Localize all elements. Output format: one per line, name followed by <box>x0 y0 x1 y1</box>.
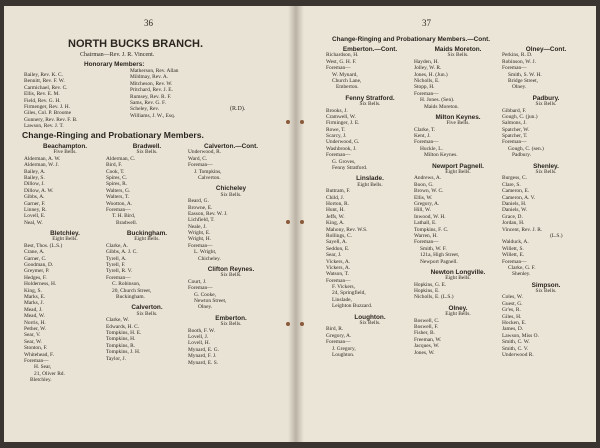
member-name: Gough, C. (jun.) <box>502 113 538 120</box>
member-name: Tompkins, H. E. <box>106 329 142 336</box>
member-name: Hayden, H. <box>414 58 439 65</box>
tower-heading: Maids Moreton. <box>434 46 482 53</box>
member-name: Bletchley. <box>30 377 52 384</box>
member-name: 21, Oliver Rd. <box>34 370 65 377</box>
tower-heading: Bradwell. <box>132 143 162 150</box>
member-name: Wright, H. <box>188 236 211 243</box>
bells-count: Six Bells. <box>447 52 469 59</box>
member-name: Greymer, P. <box>24 268 50 275</box>
member-name: Jacques, W. <box>414 343 440 350</box>
member-name: Booth, F. W. <box>188 327 215 334</box>
honorary-header: Honorary Members: <box>84 61 145 68</box>
member-name: Foreman— <box>414 239 439 246</box>
member-name: Cameron, A. V. <box>502 194 536 201</box>
member-name: Garner, C. <box>24 255 47 262</box>
member-name: Foreman— <box>502 258 527 265</box>
member-name: Foreman— <box>106 274 131 281</box>
member-name: Linslade, <box>332 296 352 303</box>
chairman-line: Chairman—Rev. J. R. Vincent. <box>80 52 155 58</box>
member-name: Nicholls, E. <box>414 77 440 84</box>
member-name: Foreman— <box>502 65 527 72</box>
member-name: Lawson, Miss O. <box>502 332 539 339</box>
member-name: Bird, R. <box>326 326 344 333</box>
right-page <box>296 6 596 442</box>
bells-count: Six Bells. <box>359 101 381 108</box>
member-name: Foreman— <box>502 139 527 146</box>
member-name: Tompkins, H. <box>106 336 136 343</box>
member-name: Dillow, A. W. <box>24 187 54 194</box>
member-name: Hedges, F. <box>24 274 47 281</box>
member-name: Williams, J. W., Esq. <box>130 112 176 119</box>
member-name: Ellis, W. <box>414 194 433 201</box>
member-name: Stonton, F. <box>24 345 48 352</box>
right-col1 <box>326 46 414 358</box>
member-name: Matherson, Rev. Allan <box>130 68 179 74</box>
member-name: Gregory, A. <box>326 332 352 339</box>
member-name: G. Groves, <box>332 158 356 165</box>
member-name: Rollings, C. <box>326 232 352 239</box>
member-name: Brown, W. C. <box>414 188 444 195</box>
member-name: Walduck, A. <box>502 239 529 246</box>
member-name: Field, Rev. G. H. <box>24 97 61 104</box>
member-name: Wright, E. <box>188 230 211 237</box>
tower-heading: Fenny Stratford. <box>345 94 395 102</box>
tower-heading: Bletchley. <box>50 230 80 238</box>
member-name: Daniels, H. <box>502 200 527 207</box>
member-name: Underwood, R. <box>188 149 222 156</box>
member-name: Kent, J. <box>414 133 431 140</box>
page-number-left: 36 <box>144 18 153 28</box>
member-name: Foreman— <box>188 242 213 249</box>
member-name: Neal, W. <box>24 219 43 226</box>
member-name: Jeffs, W. <box>326 213 345 220</box>
member-name: Lovell, J. <box>188 333 209 340</box>
member-name: Calverton. <box>198 174 221 181</box>
bells-count: Six Bells. <box>535 101 557 108</box>
member-name: Perkins, R. D. <box>502 52 533 59</box>
member-name: Foreman— <box>326 152 351 159</box>
member-name: Smith, C. V. <box>502 345 529 352</box>
member-name: Lovell, E. <box>24 213 46 220</box>
member-name: Buttram, F. <box>326 188 351 195</box>
member-name: Vickers, A. <box>326 264 351 271</box>
member-name: Loughton. <box>332 351 355 358</box>
member-name: Inwood, W. H. <box>414 213 446 220</box>
member-name: Church Lane, <box>332 77 362 84</box>
bells-count: Eight Bells. <box>445 275 471 282</box>
bells-count: Six Bells. <box>220 321 242 328</box>
member-name: Newport Pagnell. <box>420 258 458 265</box>
member-name: Fisher, B. <box>414 330 435 337</box>
member-name: Cameron, E. <box>502 188 530 195</box>
member-name: Edwards, H. C. <box>106 323 140 330</box>
member-name: Mynard, E. S. <box>188 359 219 366</box>
binding-hole <box>300 322 304 326</box>
honorary-col1 <box>24 72 77 130</box>
member-name: Cook, T. <box>106 168 125 175</box>
member-name: Fenny Stratford. <box>332 165 368 172</box>
member-name: Gibbs, A. J. C. <box>106 249 138 256</box>
tower-heading: Calverton.—Cont. <box>204 143 258 150</box>
member-name: H. Jones. (Sen). <box>420 97 455 104</box>
member-name: Foreman— <box>326 339 351 346</box>
member-name: Firminger, J. E. <box>326 120 360 127</box>
member-name: Warren, H. <box>414 232 438 239</box>
tower-heading: Emberton. <box>215 314 247 322</box>
member-name: Foreman— <box>188 162 213 169</box>
member-name: Underwood, G. <box>326 139 360 146</box>
tower-heading: Buckingham. <box>126 230 168 238</box>
member-name: Spires, R. <box>106 181 128 188</box>
member-name: Seddon, E. <box>326 245 350 252</box>
member-name: Richardson, H. <box>326 52 359 59</box>
member-name: Wootton, A. <box>106 200 133 207</box>
binding-hole <box>286 120 290 124</box>
member-name: Firmenger, Rev. J. H. <box>24 103 70 110</box>
tower-heading: Loughton. <box>354 313 386 321</box>
member-name: Bailey, S. <box>24 174 45 181</box>
member-name: Tyrell, A. <box>106 255 127 262</box>
member-name: Linney, R. <box>24 206 47 213</box>
honorary-col2 <box>130 68 178 119</box>
bells-count: Eight Bells. <box>52 236 78 243</box>
member-name: Mildmay, Rev. A. <box>130 74 169 81</box>
member-name: Lawson, Rev. J. T. <box>24 123 64 130</box>
member-name: Gibbard, F. <box>502 107 527 114</box>
member-name: Smith, W. F. <box>420 245 447 252</box>
bells-count: Five Bells. <box>446 120 470 127</box>
bells-count: Eight Bells. <box>445 311 471 318</box>
member-name: Leighton Buzzard. <box>332 303 373 310</box>
member-name: Scheley, Rev. <box>130 106 160 113</box>
member-name: Jordan, H. <box>502 220 525 227</box>
member-name: Newton Street, <box>194 297 227 304</box>
bells-count: Six Bells. <box>136 149 158 156</box>
tower-heading: Padbury. <box>532 94 560 102</box>
member-name: 20, Church Street, <box>112 287 152 294</box>
member-name: Alderman, C. <box>106 155 136 162</box>
member-name: Lathall, E. <box>414 220 437 227</box>
member-name: Foreman— <box>414 90 439 97</box>
page-number-right: 37 <box>422 18 431 28</box>
member-name: Foreman— <box>106 206 131 213</box>
member-name: Hopkins, G. E. <box>414 281 447 288</box>
member-name: Spatcher, T. <box>502 133 528 140</box>
member-name: Taylor, J. <box>106 355 126 362</box>
member-name: Foreman— <box>326 277 351 284</box>
member-name: Coles, W. <box>502 294 523 301</box>
member-name: Horton, R. <box>326 200 349 207</box>
member-name: Scarcy, J. <box>326 133 347 140</box>
member-name: Foreman— <box>414 139 439 146</box>
binding-hole <box>300 120 304 124</box>
member-name: Tyrell, F. <box>106 262 126 269</box>
member-name: James, D. <box>502 326 524 333</box>
member-name: Sams, Rev. G. F. <box>130 99 166 106</box>
member-name: Browne, E. <box>188 204 213 211</box>
member-name: Sear, J. <box>326 252 342 259</box>
member-name: Giles, H. <box>502 313 522 320</box>
member-name: Clarke, W. <box>106 317 129 324</box>
member-name: Willett, E. <box>502 252 525 259</box>
member-name: Mead, W. <box>24 313 45 320</box>
member-name: Andrews, A. <box>414 175 442 182</box>
binding-hole <box>300 220 304 224</box>
member-name: Gough, C. (sen.) <box>508 145 544 152</box>
member-name: Walters, G. <box>106 187 131 194</box>
member-name: Watson, T. <box>326 271 349 278</box>
member-name: Pether, W. <box>24 325 47 332</box>
tower-heading: Simpson. <box>531 281 561 289</box>
member-name: Norris, H. <box>24 319 46 326</box>
tower-heading: Clifton Reynes. <box>207 266 255 274</box>
member-name: Gr'es, R. <box>502 307 521 314</box>
member-name: Bridge Street, <box>508 77 538 84</box>
member-name: J. Gregory, <box>332 345 356 352</box>
member-name: Ward, C. <box>188 155 208 162</box>
member-name: Vincent, Rev. J. R. <box>502 226 543 233</box>
member-name: Freeman, W. <box>414 336 442 343</box>
member-name: Foreman— <box>326 65 351 72</box>
member-name: Clarke, G. F. <box>508 264 536 271</box>
bells-count: Six Bells. <box>220 272 242 279</box>
member-name: Mahony, Rev. W.S. <box>326 226 368 233</box>
member-name: Ellis, Rev. E. M. <box>24 91 60 98</box>
member-name: Smith, C. W. <box>502 339 530 346</box>
left-page <box>4 6 296 442</box>
member-name: Clarke, T. <box>414 126 436 133</box>
member-name: Rumsey, Rev. R. F. <box>130 93 172 100</box>
member-name: Mynard, E. G. <box>188 346 219 353</box>
member-name: Beard, G. <box>188 198 209 205</box>
member-name: Marks, J. <box>24 300 44 307</box>
member-name: Giles, Col. P. Broome <box>24 110 72 117</box>
bells-count: Six Bells. <box>535 288 557 295</box>
member-name: Nicholls, E. (L.S.) <box>414 294 454 301</box>
member-name: Sear, W. <box>24 338 42 345</box>
bells-count: Six Bells. <box>535 169 557 176</box>
member-name: Maids Moreton. <box>424 103 459 110</box>
member-name: Shenley. <box>512 271 531 278</box>
member-name: West, G. H. F. <box>326 58 357 65</box>
left-col2 <box>106 143 188 362</box>
member-name: Marks, E. <box>24 293 46 300</box>
tower-heading: Beachampton. <box>42 143 88 150</box>
member-name: Boswell, C. <box>414 317 440 324</box>
member-name: Gibbs, A. <box>24 194 45 201</box>
member-name: Clare, S. <box>502 181 521 188</box>
member-name: Rowe, T. <box>326 126 346 133</box>
member-name: Tyrell, R. V. <box>106 268 133 275</box>
section-title: Change-Ringing and Probationary Members. <box>22 130 204 140</box>
bells-count: Six Bells. <box>220 191 242 198</box>
member-name: F. Vickers, <box>332 284 355 291</box>
member-name: Stopp, H. <box>414 84 435 91</box>
book-gutter <box>288 6 304 442</box>
member-name: Salmons, J. <box>502 120 527 127</box>
member-name: Tompkins, R. <box>106 342 136 349</box>
member-name: Gunnery, Rev. Rev. F. B. <box>24 116 78 123</box>
tower-heading: Olney. <box>448 304 468 312</box>
member-name: Daniels, W. <box>502 207 528 214</box>
member-name: Tompkins, J. H. <box>106 349 141 356</box>
member-name: Bradwell. <box>116 219 138 226</box>
tower-heading: Olney—Cont. <box>525 46 567 53</box>
tower-heading: Chicheley <box>215 185 247 193</box>
member-name: Sayell, A. <box>326 239 348 246</box>
member-name: Lichfield, T. <box>188 217 215 224</box>
rd-note: (R.D). <box>230 106 246 112</box>
member-name: Jones, H. (Jun.) <box>414 71 448 78</box>
member-name: H. Sear, <box>34 364 52 371</box>
member-name: Best, Thos. (L.S.) <box>24 242 63 249</box>
member-name: Emberton. <box>336 84 359 91</box>
member-name: Brooks, J. <box>326 107 348 114</box>
member-name: Milton Keynes. <box>424 152 458 159</box>
member-name: Goodman, D. <box>24 262 54 269</box>
member-name: Buckingham. <box>116 293 145 300</box>
member-name: Washbrook, J. <box>326 145 357 152</box>
member-name: Child, J. <box>326 194 345 201</box>
member-name: 24, Springfield, <box>332 290 366 297</box>
binding-hole <box>286 322 290 326</box>
member-name: Tompkins, F. C. <box>414 226 449 233</box>
member-name: T. H. Bird, <box>112 213 136 220</box>
member-name: Carmichael, Rev. C. <box>24 84 68 91</box>
member-name: King, S. <box>24 287 42 294</box>
member-name: Spires, C. <box>106 174 128 181</box>
member-name: Vickers, A. <box>326 258 351 265</box>
tower-heading: Emberton.—Cont. <box>342 46 398 53</box>
member-name: King, A. <box>326 220 345 227</box>
member-name: W. Mynard, <box>332 71 358 78</box>
bells-count: Six Bells. <box>359 320 381 327</box>
member-name: Mynard, F. J. <box>188 353 217 360</box>
member-name: Hill, W. <box>414 207 431 214</box>
member-name: Cramwell, W. <box>326 113 356 120</box>
member-name: Guest, G. <box>502 300 523 307</box>
member-name: 121a, High Street, <box>420 252 460 259</box>
member-name: Garner, F. <box>24 200 46 207</box>
bells-count: Eight Bells. <box>357 181 383 188</box>
member-name: Burgess, C. <box>502 175 527 182</box>
member-name: Bennitt, Rev. F. W. <box>24 78 65 85</box>
bells-count: Five Bells. <box>53 149 77 156</box>
member-name: Whitehead, F. <box>24 351 54 358</box>
member-name: (L.S.) <box>550 232 563 239</box>
member-name: Holderness, H. <box>24 281 57 288</box>
member-name: Mitcheson, Rev. W. <box>130 80 173 87</box>
member-name: Dillow, J. <box>24 181 45 188</box>
member-name: Bailey, Rev. K. C. <box>24 72 63 78</box>
member-name: C. Robinson, <box>112 281 141 288</box>
tower-heading: Milton Keynes. <box>435 113 481 121</box>
member-name: Hocken, E. <box>502 320 527 327</box>
member-name: Lovell, H. <box>188 340 211 347</box>
bells-count: Eight Bells. <box>134 236 160 243</box>
tower-heading: Shenley. <box>533 162 559 170</box>
member-name: Hopkins, E. <box>414 288 440 295</box>
member-name: Smith, S. W. H. <box>508 71 542 78</box>
member-name: Pritchard, Rev. J. E. <box>130 87 173 94</box>
member-name: Grace, D. <box>502 213 523 220</box>
member-name: Gregory, A. <box>414 200 440 207</box>
member-name: Neale, J. <box>188 223 207 230</box>
left-col1 <box>24 143 106 383</box>
right-col2 <box>414 46 502 356</box>
continued-header: Change-Ringing and Probationary Members.—Cont. <box>332 36 490 43</box>
member-name: Crane, A. <box>24 249 45 256</box>
right-col3 <box>502 46 590 358</box>
member-name: Jolley, W. R. <box>414 65 442 72</box>
member-name: Court, J. <box>188 278 207 285</box>
member-name: Robinson, W. J. <box>502 58 536 65</box>
member-name: Chicheley. <box>198 255 221 262</box>
member-name: Willett, S. <box>502 245 524 252</box>
member-name: J. Tompkins, <box>194 168 222 175</box>
member-name: Foreman— <box>188 285 213 292</box>
member-name: Boon, G. <box>414 181 434 188</box>
member-name: Hunt, H. <box>326 207 345 214</box>
member-name: Underwood R. <box>502 351 534 358</box>
member-name: Bailey, A. <box>24 168 46 175</box>
binding-hole <box>286 220 290 224</box>
member-name: Mead, J. <box>24 306 43 313</box>
member-name: Easson, Rev. W. J. <box>188 210 228 217</box>
bells-count: Eight Bells. <box>445 169 471 176</box>
member-name: Jones, W. <box>414 349 435 356</box>
tower-heading: Linslade. <box>356 175 384 183</box>
member-name: Walters, T. <box>106 194 130 201</box>
member-name: Alderman, A. W. <box>24 155 61 162</box>
member-name: Boswell, F. <box>414 324 439 331</box>
bells-count: Six Bells. <box>136 310 158 317</box>
member-name: Huckle, L. <box>420 145 443 152</box>
member-name: Spatcher, W. <box>502 126 530 133</box>
member-name: Olney. <box>512 84 527 91</box>
member-name: L. Wright, <box>194 249 217 256</box>
member-name: Padbury. <box>512 152 531 159</box>
member-name: G. Cooke, <box>194 291 217 298</box>
branch-title: NORTH BUCKS BRANCH. <box>68 38 204 50</box>
member-name: Olney. <box>198 304 213 311</box>
member-name: Clarke, A. <box>106 242 129 249</box>
left-col3 <box>188 143 274 366</box>
tower-heading: Newport Pagnell. <box>432 162 484 170</box>
member-name: Sear, V. <box>24 332 41 339</box>
tower-heading: Newton Longville. <box>430 268 486 276</box>
member-name: Bird, F. <box>106 162 123 169</box>
tower-heading: Calverton. <box>131 304 163 312</box>
member-name: Foreman— <box>24 357 49 364</box>
member-name: Alderman, W. J. <box>24 162 59 169</box>
